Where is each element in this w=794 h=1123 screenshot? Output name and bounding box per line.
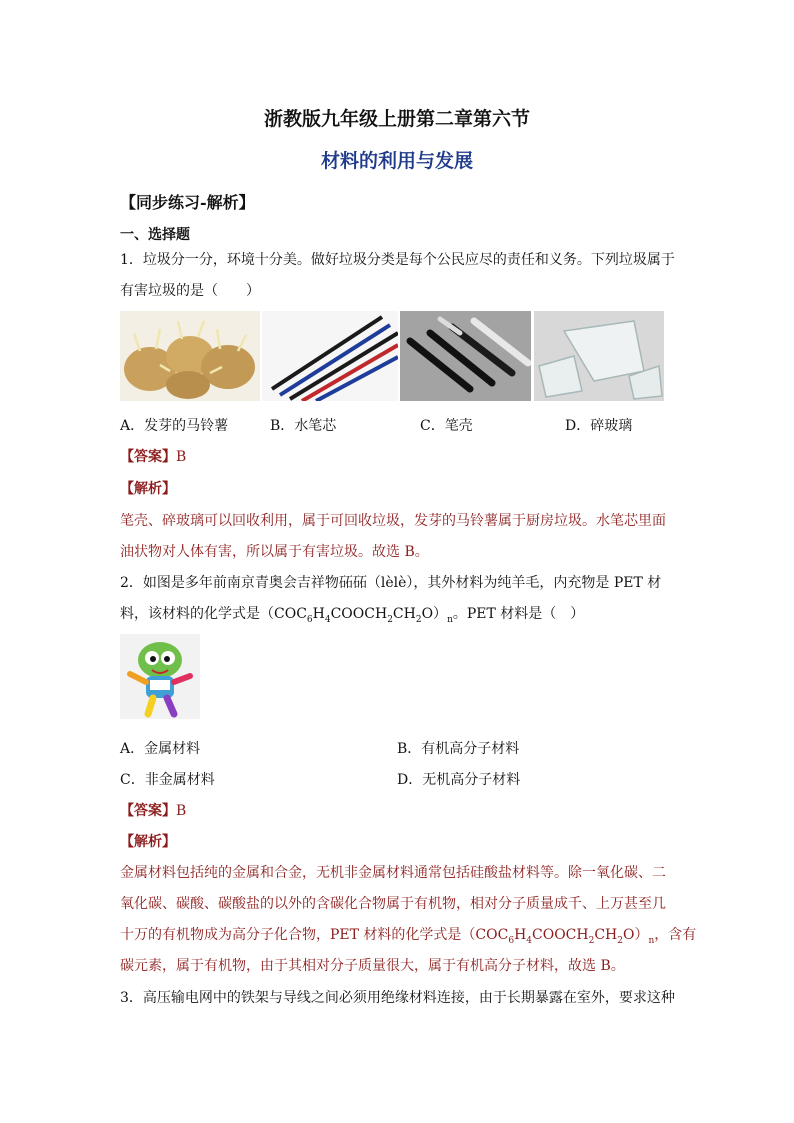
pen-refills-image (262, 311, 398, 401)
q2-analysis-label: 【解析】 (120, 834, 176, 850)
q2-option-a: A．金属材料 (120, 741, 201, 757)
q1-analysis-line2: 油状物对人体有害，所以属于有害垃圾。故选 B。 (120, 544, 429, 560)
q1-answer-value: B (176, 449, 187, 465)
pen-shells-image (400, 311, 531, 401)
q2-stem-line2: 料，该材料的化学式是$(COC_6H_4COOCH_2CH_2O)_n$。PET 材料是（ ） (120, 606, 585, 625)
q1-option-a: A．发芽的马铃薯 (120, 418, 229, 434)
q2-answer-value: B (176, 803, 187, 819)
section-heading: 【同步练习-解析】 (120, 193, 255, 212)
page-title: 浙教版九年级上册第二章第六节 (263, 108, 530, 130)
q1-analysis-label: 【解析】 (120, 481, 176, 497)
q2-analysis-line1: 金属材料包括纯的金属和合金，无机非金属材料通常包括硅酸盐材料等。除一氧化碳、二 (120, 865, 666, 881)
q1-option-b: B．水笔芯 (270, 418, 337, 434)
q1-answer-label: 【答案】 (120, 449, 176, 465)
mascot-image (120, 634, 200, 719)
broken-glass-image (534, 311, 664, 401)
q2-answer-label: 【答案】 (120, 803, 176, 819)
q2-analysis-line4: 碳元素，属于有机物，由于其相对分子质量很大，属于有机高分子材料，故选 B。 (120, 958, 625, 974)
q1-stem-line1: 1．垃圾分一分，环境十分美。做好垃圾分类是每个公民应尽的责任和义务。下列垃圾属于 (120, 252, 675, 268)
part-heading: 一、选择题 (120, 227, 190, 243)
q1-option-d: D．碎玻璃 (565, 418, 633, 434)
q2-analysis-line2: 氧化碳、碳酸、碳酸盐的以外的含碳化合物属于有机物，相对分子质量成千、上万甚至几 (120, 896, 666, 912)
page-subtitle: 材料的利用与发展 (320, 150, 473, 172)
q1-stem-line2: 有害垃圾的是（ ） (120, 283, 260, 299)
q3-stem-line1: 3．高压输电网中的铁架与导线之间必须用绝缘材料连接，由于长期暴露在室外，要求这种 (120, 990, 675, 1006)
q1-option-c: C．笔壳 (420, 418, 473, 434)
q2-option-d: D．无机高分子材料 (397, 772, 521, 788)
q2-option-c: C．非金属材料 (120, 772, 215, 788)
q1-analysis-line1: 笔壳、碎玻璃可以回收利用，属于可回收垃圾，发芽的马铃薯属于厨房垃圾。水笔芯里面 (120, 513, 666, 529)
q2-option-b: B．有机高分子材料 (397, 741, 520, 757)
sprouting-potatoes-image (120, 311, 260, 401)
q1-answer (120, 446, 186, 466)
q2-analysis-line3: 十万的有机物成为高分子化合物，PET 材料的化学式是$(COC_6H_4COOCH_2CH_2O)_n$，含有 (120, 927, 697, 946)
q2-stem-line1: 2．如图是多年前南京青奥会吉祥物砳砳（lèlè），其外材料为纯羊毛，内充物是 PET 材 (120, 575, 662, 591)
q2-answer (120, 800, 186, 820)
